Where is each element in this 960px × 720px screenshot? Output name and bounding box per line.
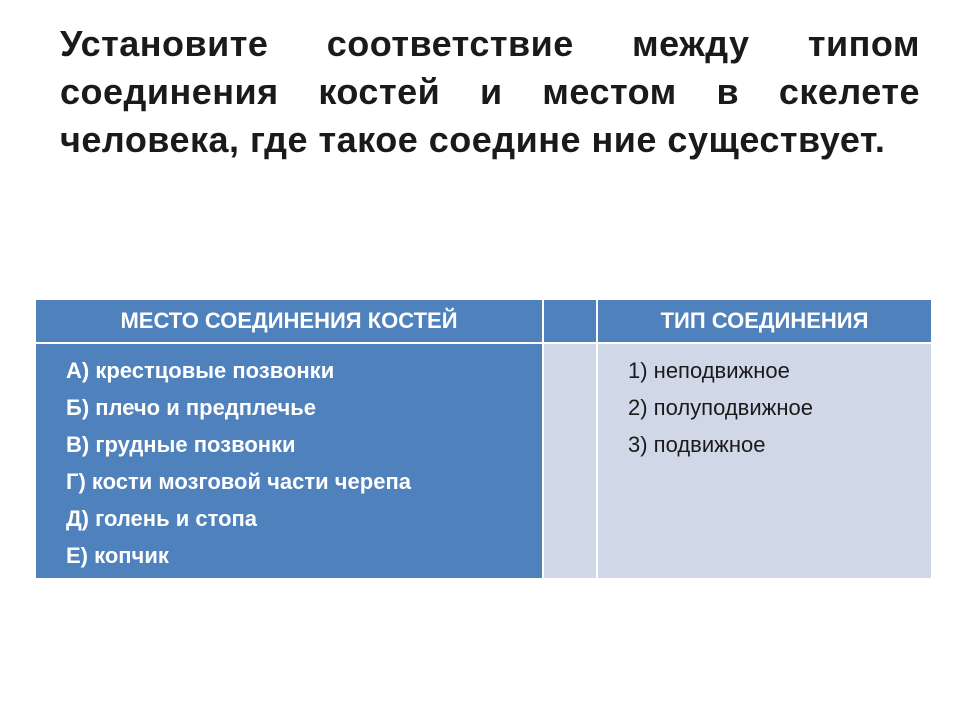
table-body-row [35, 343, 932, 579]
list-item: 3) подвижное [628, 432, 766, 457]
types-list [598, 344, 931, 467]
types-cell [597, 343, 932, 579]
list-item: В) грудные позвонки [66, 432, 296, 457]
places-cell [35, 343, 543, 579]
matching-table [34, 298, 933, 580]
list-item: 1) неподвижное [628, 358, 790, 383]
list-item: 2) полуподвижное [628, 395, 813, 420]
list-item: Г) кости мозговой части черепа [66, 469, 411, 494]
list-item: Д) голень и стопа [66, 506, 258, 531]
header-place: МЕСТО СОЕДИНЕНИЯ КОСТЕЙ [35, 299, 543, 343]
list-item: Б) плечо и предплечье [66, 395, 316, 420]
list-item: А) крестцовые позвонки [66, 358, 335, 383]
table-header-row [35, 299, 932, 343]
header-type: ТИП СОЕДИНЕНИЯ [597, 299, 932, 343]
middle-cell [543, 343, 597, 579]
header-middle [543, 299, 597, 343]
places-list [36, 344, 542, 578]
list-item: Е) копчик [66, 543, 169, 568]
slide-title: Установите соответствие между типом соединения костей и местом в скелете человека, где такое соедине ние существует. [60, 23, 920, 160]
